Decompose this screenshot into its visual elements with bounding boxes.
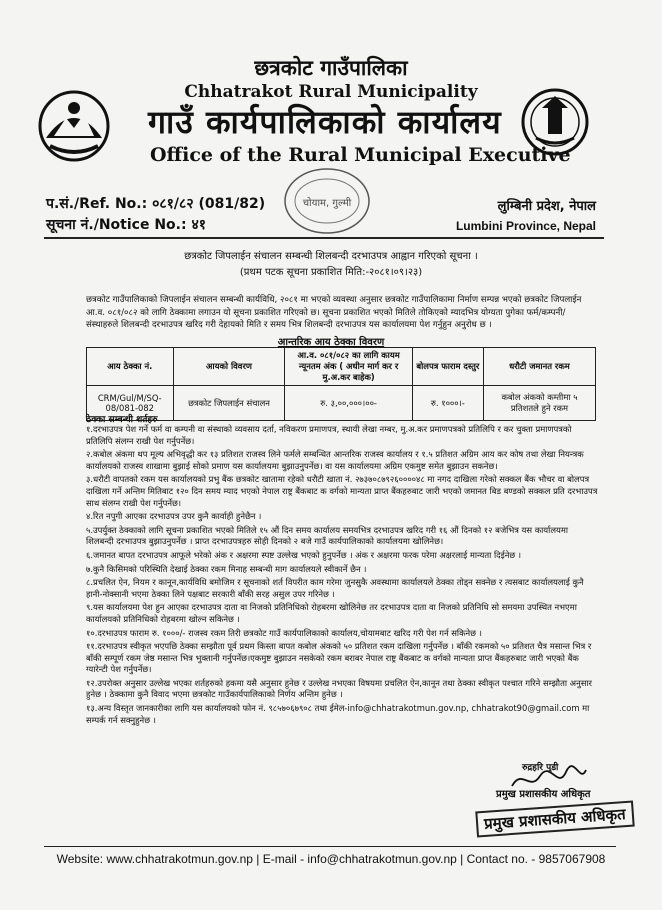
municipality-name-en: Chhatrakot Rural Municipality: [184, 82, 478, 102]
designation-stamp: प्रमुख प्रशासकीय अधिकृत: [475, 801, 634, 838]
seal-text: चोयाम, गुल्मी: [302, 198, 352, 209]
table-header-row: [87, 348, 596, 386]
province-ne: लुम्बिनी प्रदेश, नेपाल: [497, 199, 596, 214]
footer-divider: [44, 846, 616, 847]
col-header-contract-no: आय ठेक्का नं.: [87, 348, 174, 386]
conditions-heading: ठेक्का सम्बन्धी शर्तहरु: [86, 415, 158, 425]
condition-item: ४.रित नपुगी आएका दरभाउपत्र उपर कुनै कार्वाही हुनेछैन ।: [86, 511, 262, 522]
col-header-form-fee: बोलपत्र फाराम दस्तुर: [412, 348, 483, 386]
cell-deposit: कबोल अंकको कम्तीमा ५ प्रतिशतले हुने रकम: [483, 386, 595, 421]
footer-contact: Website: www.chhatrakotmun.gov.np | E-mail - info@chhatrakotmun.gov.np | Contact no. - 9857067908: [56, 852, 606, 866]
office-seal-stamp: [282, 166, 372, 236]
condition-item: ८.प्रचलित ऐन, नियम र कानून,कार्यविधि बमोजिम र सूचनाको शर्त विपरीत काम गरेमा जुनसुकै अवस्थामा कार्यालयले ठेक्का तोड्न सक्नेछ र त्यसबाट कार्यालयलाई कुनै हानी-नोक्सानी भएमा ठेक्का लिने पक्षबाट सरकारी बाँकी सरह असुल उपर गरिनेछ ।: [86, 577, 584, 599]
conditions-list: [86, 424, 598, 728]
condition-item: १३.अन्य विस्तृत जानकारीका लागि यस कार्यालयको फोन नं. ९८५७०६७९०८ तथा ईमेल-info@chhatrakotmun.gov.np, chhatrakot90@gmail.com मा सम्पर्क गर्न सक्नुहुनेछ ।: [86, 703, 590, 725]
condition-item: १.दरभाउपत्र पेश गर्ने फर्म वा कम्पनी वा संस्थाको व्यवसाय दर्ता, नविकरण प्रमाणपत्र, स्थायी लेखा नम्बर, मु.अ.कर प्रमाणपत्रको प्रतिलिपि र कर चुक्ता प्रमाणपत्रको प्रतिलिपि संलग्न राखी पेश गर्नुपर्नेछ।: [86, 424, 572, 446]
condition-item: २.कबोल अंकमा थप मूल्य अभिवृद्धी कर १३ प्रतिशत राजस्व लिने फर्मले सम्बन्धित आन्तरिक राजस्व कार्यालय र १.५ प्रतिशत अग्रिम आय कर कोष तथा लेखा नियन्त्रक कार्यालयको राजस्व शाखामा बुझाई सोको प्रमाण यस कार्यालयमा बुझाउनुपर्नेछ। वा यस कार्यालयमा अग्रिम एकमुष्ट समेत बुझाउन सकनेछ।: [86, 449, 584, 471]
province-en: Lumbini Province, Nepal: [455, 219, 596, 233]
col-header-deposit: धरौटी जमानत रकम: [483, 348, 595, 386]
municipality-name-ne: छत्रकोट गाउँपालिका: [254, 56, 408, 80]
table-row: [87, 386, 596, 421]
header-divider: [44, 237, 604, 239]
condition-item: ९.यस कार्यालयमा पेश हुन आएका दरभाउपत्र दाता वा निजको प्रतिनिधिको रोहबरमा खोलिनेछ तर दरभाउपत्र दाता वा निजको प्रतिनिधि सो समयमा उपस्थित नभएमा कार्यालयको प्रतिनिधिको रोहबरमा खोल्न सकिनेछ ।: [86, 602, 577, 624]
office-name-en: Office of the Rural Municipal Executive: [150, 144, 571, 166]
condition-item: १२.उपरोक्त अनुसार उल्लेख भएका शर्तहरुको हकमा यसै अनुसार हुनेछ र उल्लेख नभएका विषयमा प्रचलित ऐन,कानून तथा ठेक्का स्वीकृत पश्चात गरिने सम्झौता अनुसार हुनेछ । ठेक्कामा कुनै विवाद भएमा छत्रकोट गाउँकार्यपालिकाको निर्णय अन्तिम हुनेछ ।: [86, 677, 592, 700]
notice-subject: छत्रकोट जिपलाईन संचालन सम्बन्धी शिलबन्दी दरभाउपत्र आह्वान गरिएको सूचना ।: [184, 251, 478, 262]
table-caption: आन्तरिक आय ठेक्का विवरण: [277, 337, 385, 348]
intro-paragraph: छत्रकोट गाउँपालिकाको जिपलाईन संचालन सम्बन्धी कार्यविधि, २०८१ मा भएको व्यवस्था अनुसार छत्रकोट गाउँपालिकामा निर्माण सम्पन्न भएको छत्रकोट जिपलाईन आ.व. ०८१/०८२ को लागि ठेक्कामा लगाउन यो सूचना प्रकाशित गरिएको छ। सूचना प्रकाशित भएको मितिले तोकिएको म्यादभित्र योग्यता पुगेका फर्म/कम्पनी/संस्थाहरुले शिलबन्दी दरभाउपत्र खरिद गरी देहायको मिति र समय भित्र शिलबन्दी दरभाउपत्र यस कार्यालयमा पेश गर्नुहुन अनुरोध छ ।: [86, 295, 582, 330]
signatory-name: रुद्रहरि पुडी: [522, 763, 559, 773]
contract-table: [86, 347, 596, 421]
office-name-ne: गाउँ कार्यपालिकाको कार्यालय: [148, 103, 502, 141]
condition-item: ५.उपर्युक्त ठेक्काको लागि सूचना प्रकाशित भएको मितिले १५ औं दिन समय कार्यालय समयभित्र दरभाउपत्र खरिद गरी १६ औं दिनको १२ बजेभित्र यस कार्यालयमा शिलबन्दी दरभाउपत्र बुझाउनुपर्नेछ । प्राप्त दरभाउपत्रहरु सोही दिनको २ बजे गाउँ कार्यपालिकाको कार्यालयमा खोलिनेछ।: [86, 524, 569, 547]
cell-minimum-amount: रु. ३,००,०००।००-: [285, 386, 412, 421]
cell-contract-no: CRM/Gul/M/SQ-08/081-082: [87, 386, 174, 421]
condition-item: १०.दरभाउपत्र फाराम रु. १०००/- राजस्व रकम तिरी छत्रकोट गाउँ कार्यपालिकाको कार्यालय,चोयामबाट खरिद गरी पेश गर्न सकिनेछ ।: [86, 627, 482, 638]
notice-publication-date: (प्रथम पटक सूचना प्रकाशित मिति:-२०८१।०९।२३): [239, 267, 423, 278]
col-header-description: आयको विवरण: [173, 348, 285, 386]
reference-number: प.सं./Ref. No.: ०८१/८२ (081/82): [46, 196, 266, 212]
condition-item: ६.जमानत बापत दरभाउपत्र आफूले भरेको अंक र अक्षरमा स्पष्ट उल्लेख भएको हुनुपर्नेछ । अंक र अक्षरमा फरक परेमा अक्षरलाई मान्यता दिईनेछ ।: [86, 549, 522, 560]
signatory-title: प्रमुख प्रशासकीय अधिकृत: [496, 789, 591, 800]
condition-item: ११.दरभाउपत्र स्वीकृत भएपछि ठेक्का सम्झौता पूर्व प्रथम किस्ता बापत कबोल अंकको ५० प्रतिशत रकम दाखिला गर्नुपर्नेछ । बाँकी रकमको ५० प्रतिशत चैत्र मसान्त भित्र र बाँकी सम्पूर्ण रकम जेष्ठ मसान्त भित्र भुक्तानी गर्नुपर्नेछ।एकमुष्ट बुझाउन नसकेको रकम बराबर नेपाल राष्ट्र बैंकबाट क वर्गको मान्यता प्राप्त बैंकहरुबाट जारी भएको बैंक ग्यारेन्टी पेश गर्नुपर्नेछ।: [86, 641, 592, 675]
condition-item: ३.धरौटी वापतको रकम यस कार्यालयको प्रभु बैंक छत्रकोट खातामा रहेको धरौटी खाता नं. २७३७०८७९२६००००४८ मा नगद दाखिला गरेको सक्कल बैंक भौचर वा बोलपत्र दाखिला गर्ने अन्तिम मितिबाट १२० दिन समय म्याद भएको नेपाल राष्ट्र बैंकबाट क वर्गको मान्यता प्राप्त बैंकहरुबाट जारी भएको जमानत बिड बण्डको सक्कल प्रति दरभाउपत्र साथ संलग्न राखी पेश गर्नुपर्नेछ।: [86, 474, 598, 508]
col-header-minimum-amount: आ.व. ०८१/०८२ का लागि कायम न्यूनतम अंक ( अधीन मार्ग कर र मु.अ.कर बाहेक): [285, 348, 412, 386]
cell-description: छत्रकोट जिपलाईन संचालन: [173, 386, 285, 421]
cell-form-fee: रु. १०००।-: [412, 386, 483, 421]
notice-number: सूचना नं./Notice No.: ४१: [46, 217, 207, 233]
condition-item: ७.कुनै किसिमको परिस्थिति देखाई ठेक्का रकम मिनाह सम्बन्धी माग कार्यालयले स्वीकार्ने छैन ।: [86, 563, 367, 574]
